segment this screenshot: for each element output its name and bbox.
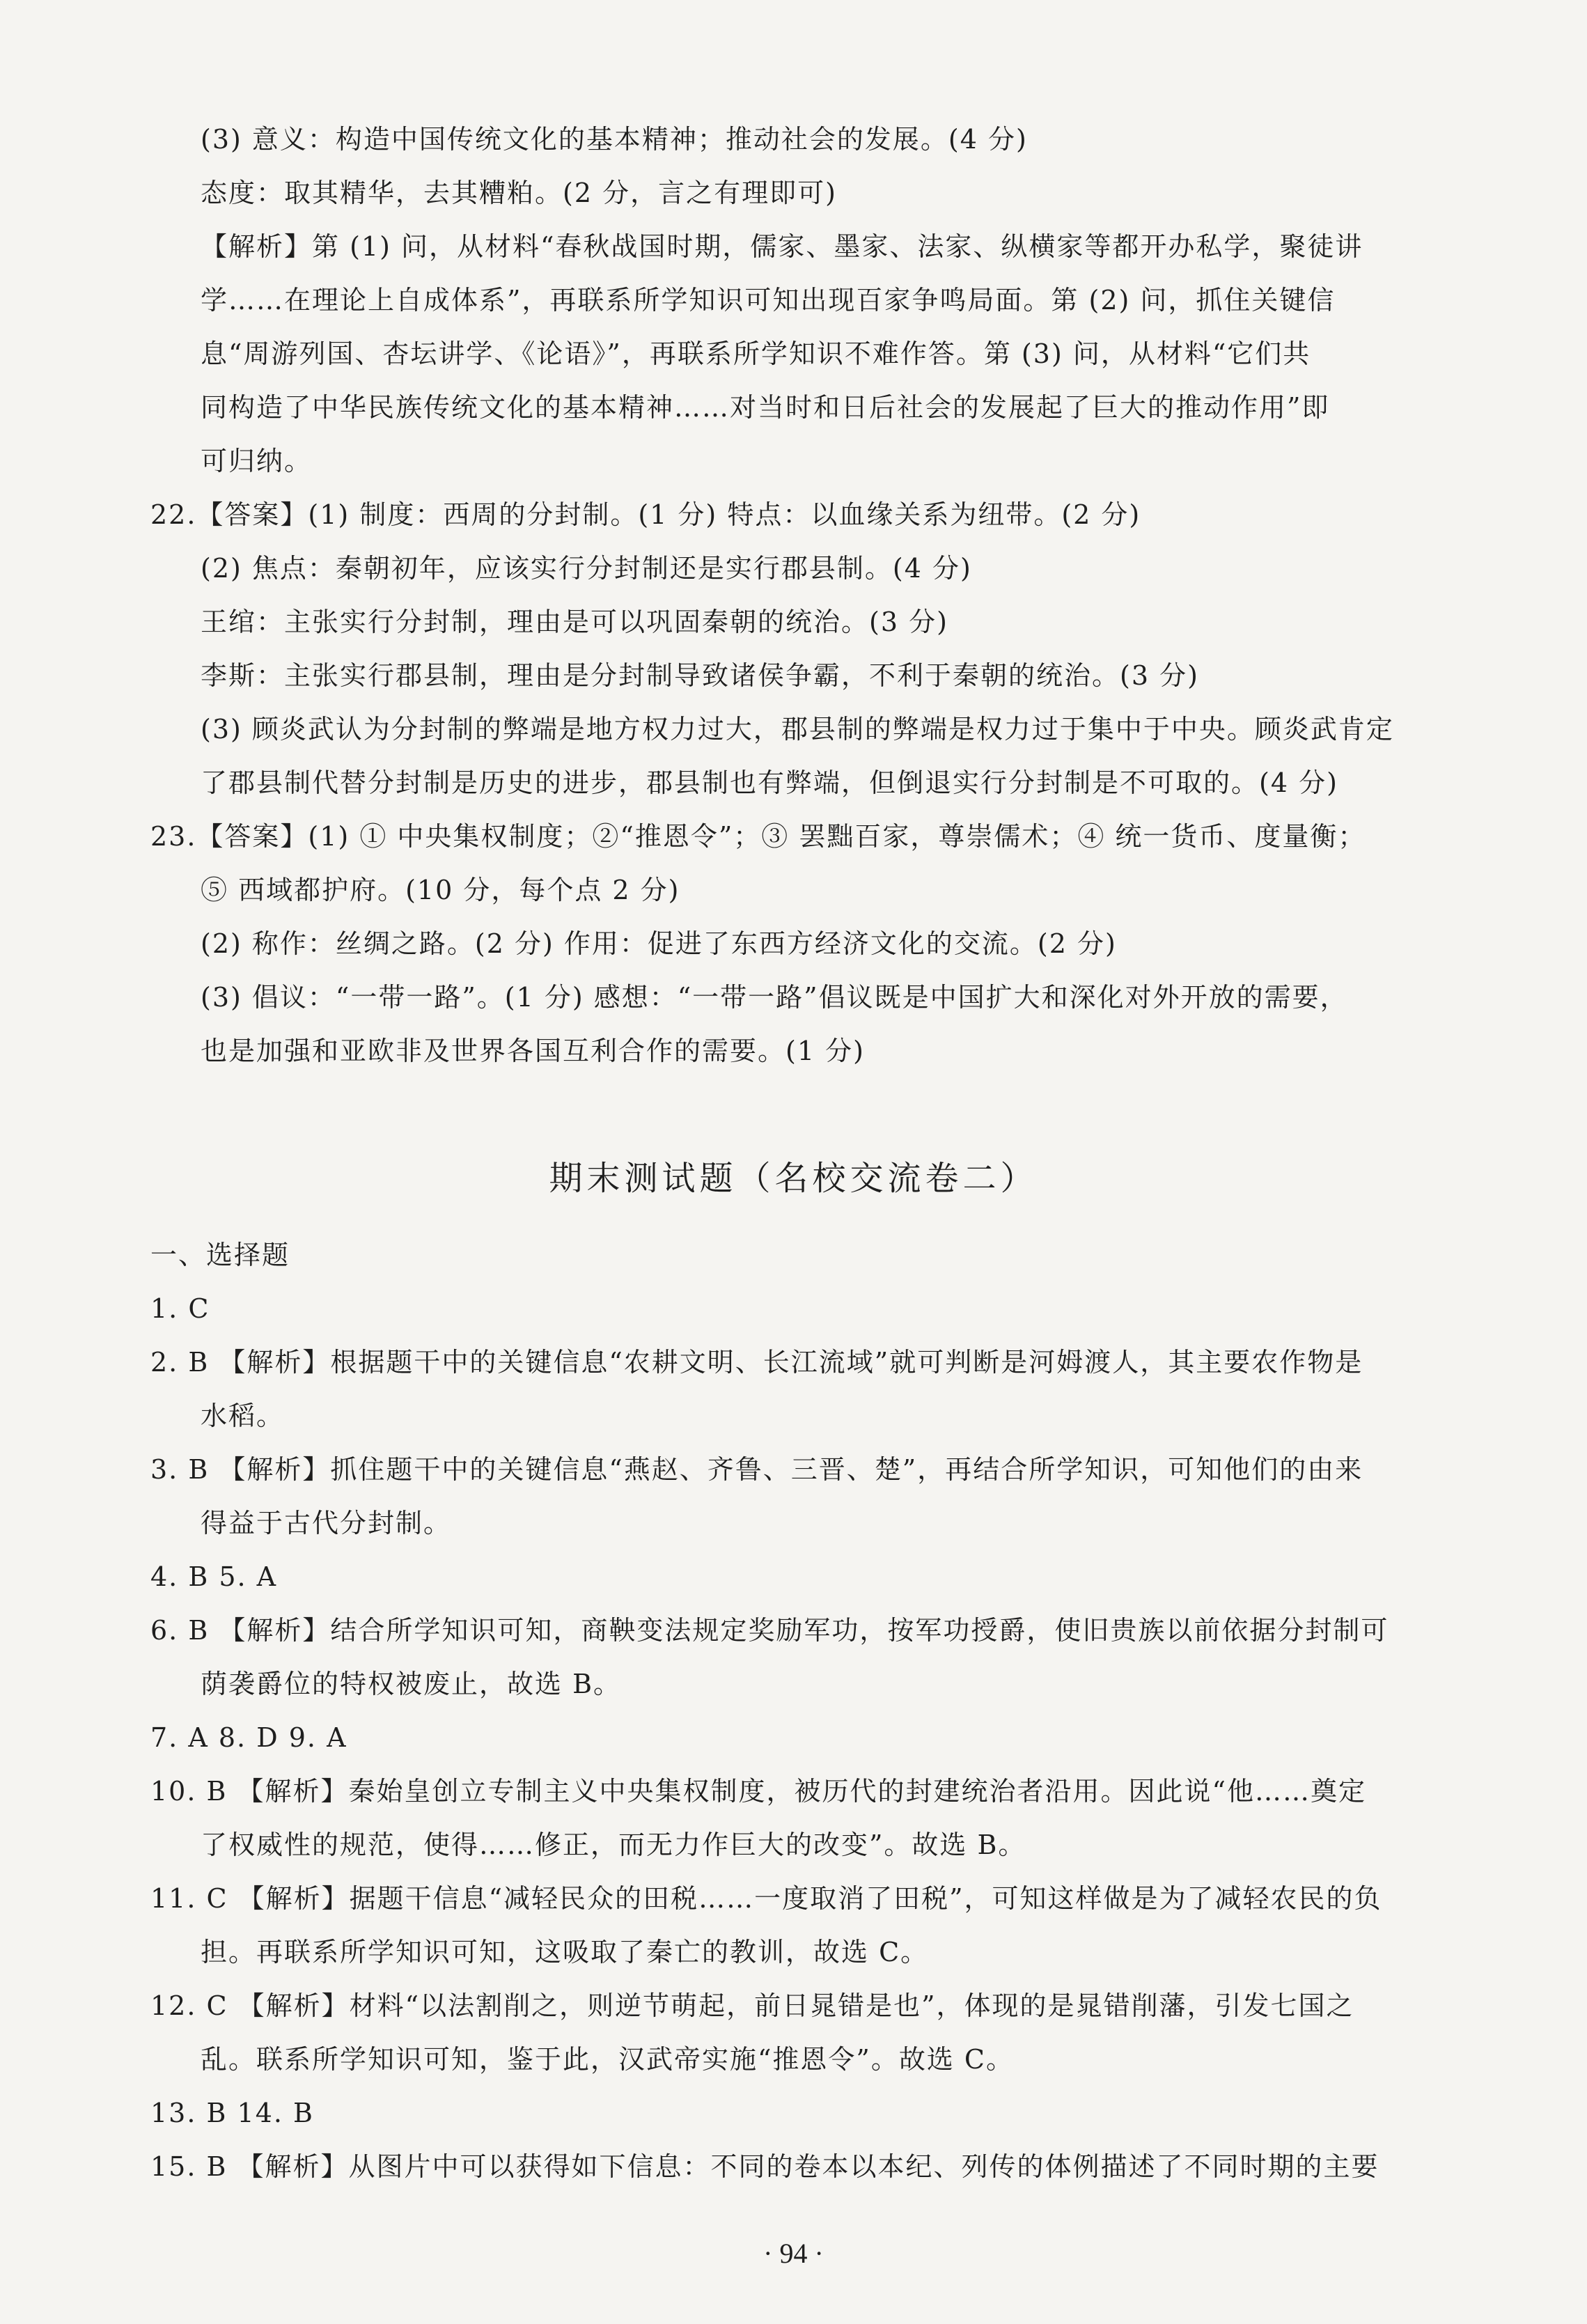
- answer-22-lisi: 李斯：主张实行郡县制，理由是分封制导致诸侯争霸，不利于秦朝的统治。(3 分): [201, 660, 1199, 691]
- section-title: 期末测试题（名校交流卷二）: [549, 1159, 1038, 1198]
- analysis-21-line-1: 【解析】第 (1) 问，从材料“春秋战国时期，儒家、墨家、法家、纵横家等都开办私学，聚徒讲: [201, 231, 1363, 262]
- answer-10-line-1: 10. B 【解析】秦始皇创立专制主义中央集权制度，被历代的封建统治者沿用。因此说“他……奠定: [150, 1776, 1366, 1807]
- answer-3-line-1: 3. B 【解析】抓住题干中的关键信息“燕赵、齐鲁、三晋、楚”，再结合所学知识，可知他们的由来: [150, 1454, 1363, 1485]
- page-number: · 94 ·: [763, 2238, 824, 2269]
- answer-22-1: 22.【答案】(1) 制度：西周的分封制。(1 分) 特点：以血缘关系为纽带。(2 分): [150, 499, 1141, 530]
- answer-23-3-line-2: 也是加强和亚欧非及世界各国互利合作的需要。(1 分): [201, 1036, 865, 1066]
- answer-10-line-2: 了权威性的规范，使得……修正，而无力作巨大的改变”。故选 B。: [201, 1830, 1026, 1860]
- answer-11-line-1: 11. C 【解析】据题干信息“减轻民众的田税……一度取消了田税”，可知这样做是为了减轻农民的负: [150, 1883, 1382, 1914]
- answer-3-line-2: 得益于古代分封制。: [201, 1508, 452, 1538]
- answer-23-1-line-1: 23.【答案】(1) ① 中央集权制度；②“推恩令”；③ 罢黜百家，尊崇儒术；④ 统一货币、度量衡；: [150, 821, 1366, 852]
- answer-11-line-2: 担。再联系所学知识可知，这吸取了秦亡的教训，故选 C。: [201, 1937, 929, 1967]
- answer-22-2: (2) 焦点：秦朝初年，应该实行分封制还是实行郡县制。(4 分): [201, 553, 972, 584]
- answer-21-3-attitude: 态度：取其精华，去其糟粕。(2 分，言之有理即可): [201, 178, 837, 208]
- analysis-21-line-2: 学……在理论上自成体系”，再联系所学知识可知出现百家争鸣局面。第 (2) 问，抓住关键信: [201, 285, 1336, 315]
- answer-13-14: 13. B 14. B: [150, 2098, 314, 2128]
- answer-6-line-1: 6. B 【解析】结合所学知识可知，商鞅变法规定奖励军功，按军功授爵，使旧贵族以前依据分封制可: [150, 1615, 1389, 1646]
- answer-6-line-2: 荫袭爵位的特权被废止，故选 B。: [201, 1669, 622, 1699]
- answer-22-3-line-1: (3) 顾炎武认为分封制的弊端是地方权力过大，郡县制的弊端是权力过于集中于中央。顾炎武肯定: [201, 714, 1394, 744]
- answer-1: 1. C: [150, 1293, 210, 1324]
- answer-2-line-2: 水稻。: [201, 1401, 285, 1431]
- answer-23-3-line-1: (3) 倡议：“一带一路”。(1 分) 感想：“一带一路”倡议既是中国扩大和深化对外开放的需要，: [201, 982, 1348, 1013]
- answer-22-3-line-2: 了郡县制代替分封制是历史的进步，郡县制也有弊端，但倒退实行分封制是不可取的。(4 分): [201, 767, 1338, 798]
- answer-7-9: 7. A 8. D 9. A: [150, 1722, 347, 1753]
- answer-23-2: (2) 称作：丝绸之路。(2 分) 作用：促进了东西方经济文化的交流。(2 分): [201, 928, 1117, 959]
- answer-2-line-1: 2. B 【解析】根据题干中的关键信息“农耕文明、长江流域”就可判断是河姆渡人，其主要农作物是: [150, 1347, 1363, 1378]
- answer-22-wangwan: 王绾：主张实行分封制，理由是可以巩固秦朝的统治。(3 分): [201, 607, 948, 637]
- analysis-21-line-5: 可归纳。: [201, 446, 313, 476]
- answer-15-line-1: 15. B 【解析】从图片中可以获得如下信息：不同的卷本以本纪、列传的体例描述了不同时期的主要: [150, 2151, 1379, 2182]
- answer-12-line-2: 乱。联系所学知识可知，鉴于此，汉武帝实施“推恩令”。故选 C。: [201, 2044, 1015, 2075]
- answer-23-1-line-2: ⑤ 西域都护府。(10 分，每个点 2 分): [201, 875, 680, 905]
- answer-4-5: 4. B 5. A: [150, 1561, 278, 1592]
- analysis-21-line-4: 同构造了中华民族传统文化的基本精神……对当时和日后社会的发展起了巨大的推动作用”即: [201, 392, 1330, 423]
- answer-21-3-meaning: (3) 意义：构造中国传统文化的基本精神；推动社会的发展。(4 分): [201, 124, 1028, 155]
- section-heading-choice: 一、选择题: [150, 1240, 290, 1270]
- answer-12-line-1: 12. C 【解析】材料“以法割削之，则逆节萌起，前日晁错是也”，体现的是晁错削藩，引发七国之: [150, 1990, 1354, 2021]
- analysis-21-line-3: 息“周游列国、杏坛讲学、《论语》”，再联系所学知识不难作答。第 (3) 问，从材料“它们共: [201, 338, 1311, 369]
